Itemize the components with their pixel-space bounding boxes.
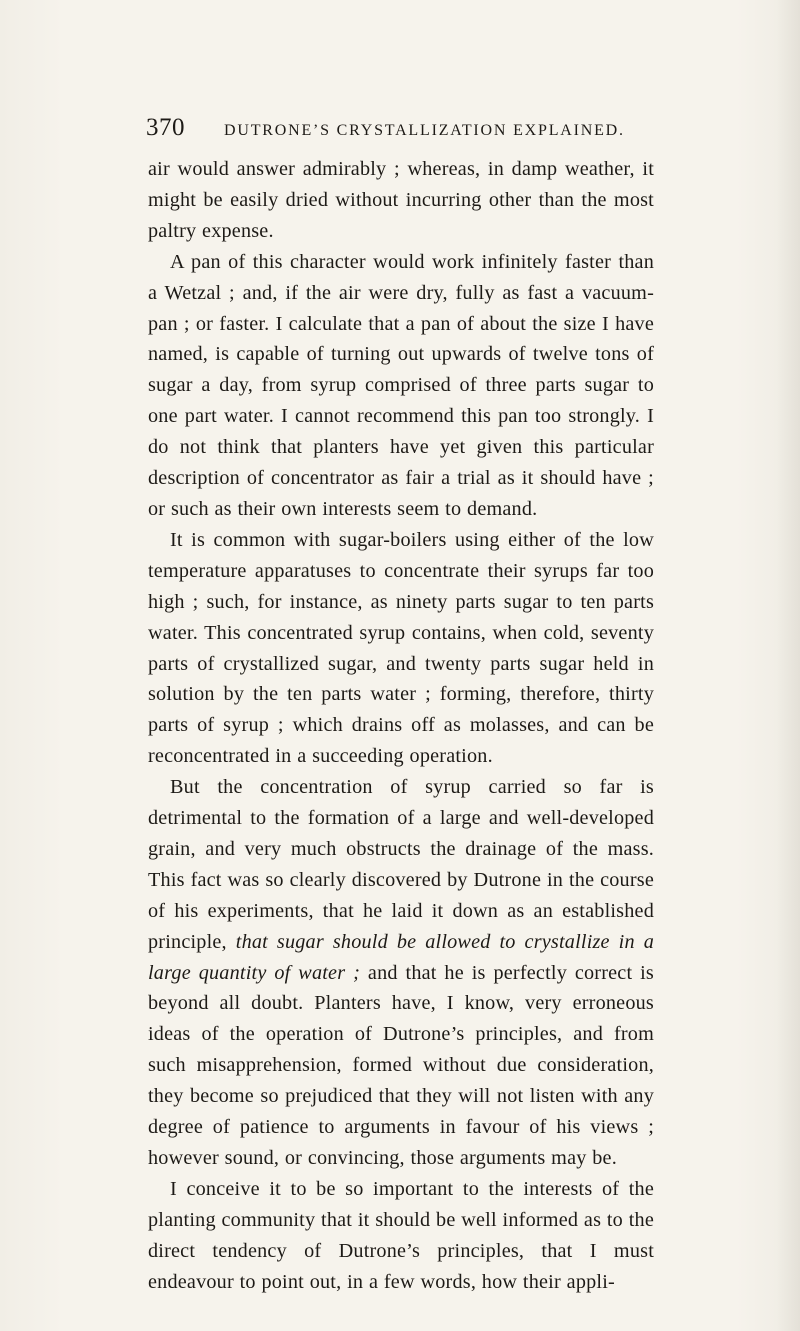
running-head: DUTRONE’S CRYSTALLIZATION EXPLAINED. [224, 122, 625, 139]
paragraph-conceive: I conceive it to be so important to the interests of the planting community that it should be well informed as to the direct tendency of Dutrone’s principles, that I must endeavour to point out, in a few words, how their appli- [148, 1177, 654, 1293]
paragraph-sugar-boilers: It is common with sugar-boilers using either of the low temperature apparatuses to concentrate their syrups far too high ; such, for instance, as ninety parts sugar to ten parts water. This concentrated syrup contains, when cold, seventy parts of crystallized sugar, and twenty parts sugar held in solution by the ten parts water ; forming, therefore, thirty parts of syrup ; which drains off as molasses, and can be reconcentrated in a succeeding operation. [148, 528, 654, 768]
paragraph-continuation: air would answer admirably ; whereas, in damp weather, it might be easily dried without incurring other than the most paltry expense. [148, 158, 654, 242]
page-header [146, 114, 666, 148]
paragraph-concentration-end: and that he is perfectly correct is beyond all doubt. Planters have, I know, very erroneous ideas of the operation of Dutrone’s principles, and from such misapprehension, formed without due consideration, they become so prejudiced that they will not listen with any degree of patience to arguments in favour of his views ; however sound, or convincing, those arguments may be. [148, 961, 654, 1169]
italic-principle: that sugar should be allowed to crystallize in a large quantity of water ; [148, 930, 655, 984]
paragraph-concentration-start: But the concentration of syrup carried so far is detrimental to the formation of a large and well-developed grain, and very much obstructs the drainage of the mass. This fact was so clearly discovered by Dutrone in the course of his experiments, that he laid it down as an established principle, [148, 776, 654, 953]
page-number: 370 [146, 114, 185, 141]
paragraph-concentration [148, 772, 654, 1174]
page-edge-shadow [776, 0, 800, 1331]
paragraph-pan-character: A pan of this character would work infinitely faster than a Wetzal ; and, if the air were dry, fully as fast a vacuum-pan ; or faster. I calculate that a pan of about the size I have named, is capable of turning out upwards of twelve tons of sugar a day, from syrup comprised of three parts sugar to one part water. I cannot recommend this pan too strongly. I do not think that planters have yet given this particular description of concentrator as fair a trial as it should have ; or such as their own interests seem to demand. [148, 250, 654, 520]
body-text [148, 154, 654, 1298]
